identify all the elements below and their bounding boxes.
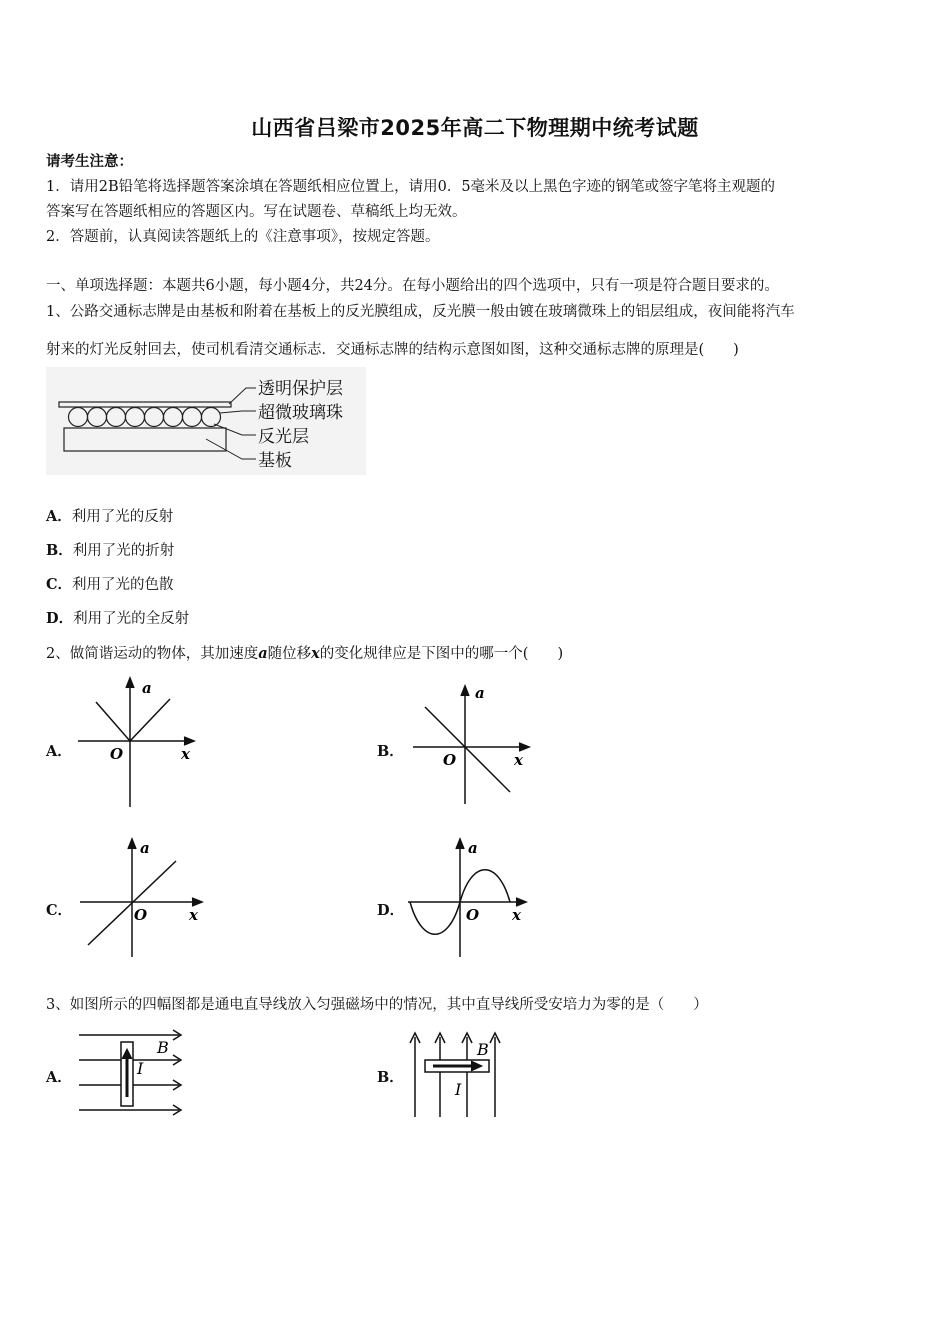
graph-a-label[interactable]: A． — [46, 743, 72, 760]
svg-text:x: x — [514, 751, 523, 769]
label-protective-layer: 透明保护层 — [258, 379, 343, 399]
graph-b-label[interactable]: B． — [377, 743, 404, 760]
graph-c-label[interactable]: C． — [46, 902, 73, 919]
question-1-stem: 射来的灯光反射回去，使司机看清交通标志．交通标志牌的结构示意图如图，这种交通标志牌的原理是( ) — [46, 342, 739, 358]
option-c[interactable]: C．利用了光的色散 — [46, 576, 174, 593]
graph-d-label[interactable]: D． — [377, 902, 405, 919]
option-d[interactable]: D．利用了光的全反射 — [46, 610, 190, 627]
q3-option-b-label[interactable]: B． — [377, 1069, 404, 1086]
svg-text:x: x — [181, 745, 190, 763]
graph-c[interactable] — [72, 835, 212, 960]
q3-figure-b[interactable] — [405, 1025, 505, 1120]
svg-text:a: a — [468, 839, 478, 857]
option-a[interactable]: A．利用了光的反射 — [46, 508, 174, 525]
svg-text:a: a — [142, 679, 152, 697]
svg-text:O: O — [134, 906, 148, 924]
notice-item: 1．请用2B铅笔将选择题答案涂填在答题纸相应位置上，请用0．5毫米及以上黑色字迹的钢笔或签字笔将主观题的 — [46, 179, 776, 195]
svg-text:I: I — [455, 1080, 462, 1099]
sign-structure-figure — [46, 367, 366, 475]
graph-d[interactable] — [400, 835, 535, 960]
q3-figure-a[interactable] — [75, 1025, 190, 1121]
svg-text:x: x — [512, 906, 521, 924]
label-reflective-layer: 反光层 — [258, 427, 309, 447]
notice-item: 答案写在答题纸相应的答题区内。写在试题卷、草稿纸上均无效。 — [46, 204, 467, 220]
svg-text:O: O — [110, 745, 124, 763]
notice-item: 2．答题前，认真阅读答题纸上的《注意事项》，按规定答题。 — [46, 229, 440, 245]
svg-text:a: a — [140, 839, 150, 857]
question-3-stem: 3、如图所示的四幅图都是通电直导线放入匀强磁场中的情况，其中直导线所受安培力为零的是（ ） — [46, 997, 708, 1013]
svg-text:B: B — [477, 1040, 489, 1059]
option-b[interactable]: B．利用了光的折射 — [46, 542, 175, 559]
graph-b[interactable] — [405, 680, 540, 810]
question-2-stem: 2、做简谐运动的物体，其加速度a随位移x的变化规律应是下图中的哪一个( ) — [46, 645, 564, 662]
svg-text:I: I — [137, 1059, 144, 1078]
question-1-stem: 1、公路交通标志牌是由基板和附着在基板上的反光膜组成，反光膜一般由镀在玻璃微珠上的铝层组成，夜间能将汽车 — [46, 304, 795, 320]
svg-text:O: O — [466, 906, 480, 924]
notice-heading: 请考生注意： — [46, 153, 133, 170]
label-base-plate: 基板 — [258, 451, 292, 471]
graph-a[interactable] — [70, 672, 210, 812]
label-glass-beads: 超微玻璃珠 — [258, 403, 343, 423]
svg-text:a: a — [475, 684, 485, 702]
page-title: 山西省吕梁市2025年高二下物理期中统考试题 — [251, 116, 699, 140]
svg-text:O: O — [443, 751, 457, 769]
svg-text:x: x — [189, 906, 198, 924]
section-heading: 一、单项选择题：本题共6小题，每小题4分，共24分。在每小题给出的四个选项中，只有一项是符合题目要求的。 — [46, 278, 779, 294]
svg-text:B: B — [157, 1038, 169, 1057]
q3-option-a-label[interactable]: A． — [46, 1069, 72, 1086]
